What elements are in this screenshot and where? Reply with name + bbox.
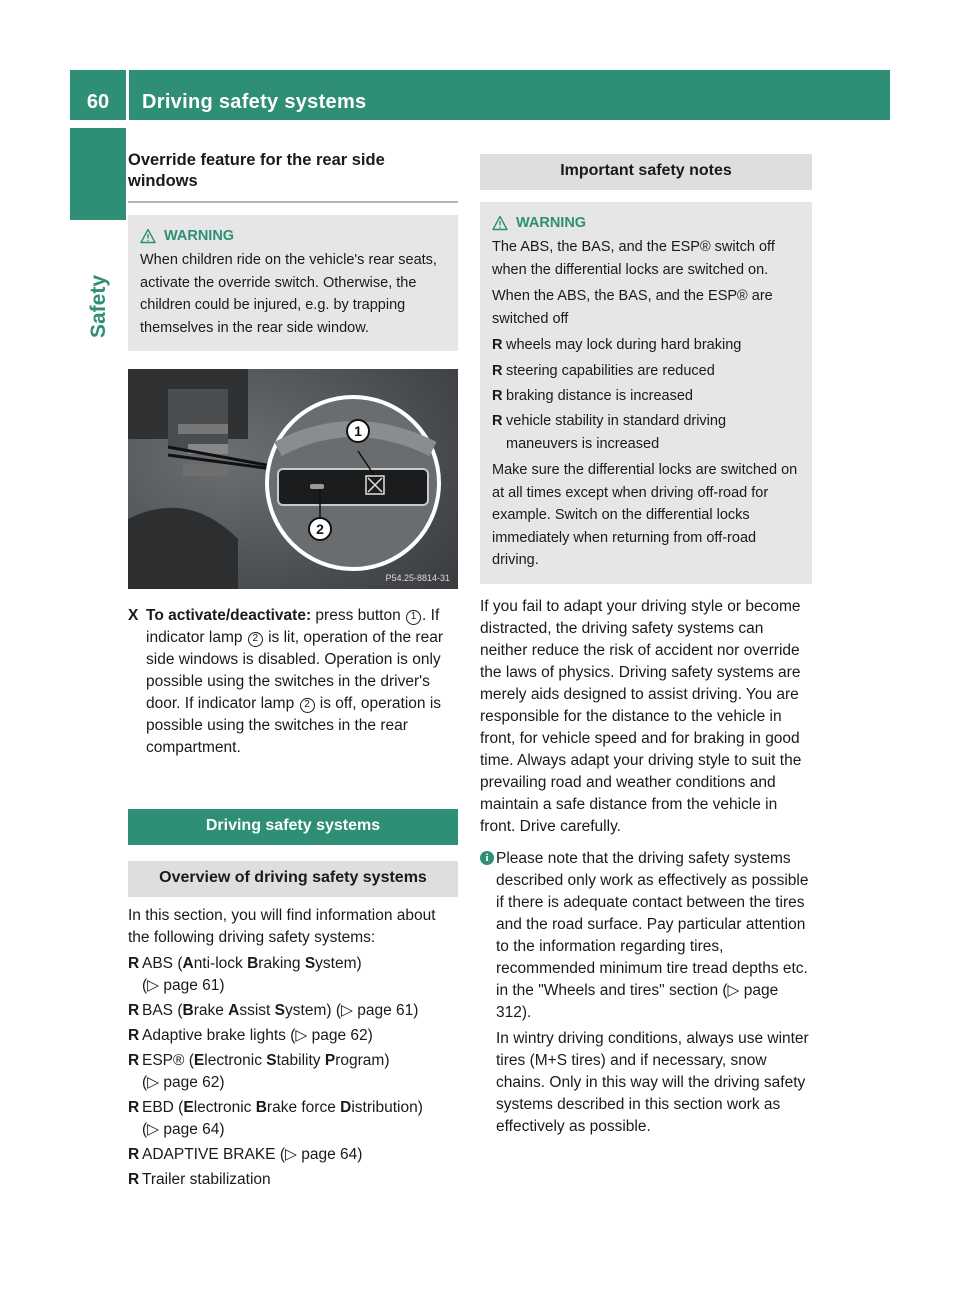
list-item — [128, 1144, 458, 1166]
side-tab-text: Safety — [87, 274, 110, 338]
system-text-m2: raking — [258, 954, 305, 972]
list-item — [128, 953, 458, 997]
warning-text: When children ride on the vehicle's rear seats, activate the override switch. Otherwise, the children could be injured, e.g. by trapping themselves in the rear side window. — [140, 252, 437, 336]
warning-triangle-icon — [492, 215, 508, 231]
warning-bullet-item — [492, 360, 800, 382]
system-text-m2: tability — [276, 1051, 325, 1069]
bullet-icon: R — [128, 1051, 140, 1069]
step-marker-icon: X — [128, 607, 139, 625]
bullet-icon: R — [128, 1098, 140, 1116]
system-text-b1: E — [183, 1098, 194, 1116]
system-text-m3: ystem) — [315, 954, 362, 972]
info-icon: i — [480, 851, 494, 865]
system-page-ref: (▷ page 61) — [142, 976, 225, 994]
subsection-bar-important-notes: Important safety notes — [480, 154, 812, 190]
bullet-icon: R — [128, 1001, 140, 1019]
section-bar-driving-safety: Driving safety systems — [128, 809, 458, 845]
warning-bullet-item — [492, 334, 800, 356]
system-text-b3: S — [304, 954, 316, 972]
callout-1-ref: 1 — [406, 610, 421, 625]
system-text-m1: nti-lock — [193, 954, 248, 972]
system-text-pre: Trailer stabilization — [142, 1170, 271, 1188]
bullet-icon: R — [128, 1026, 140, 1044]
left-column — [128, 150, 458, 1191]
bullet-icon: R — [492, 362, 503, 379]
warning-line-3: Make sure the differential locks are switched on at all times except when driving off-road for example. Switch on the differential locks immediately when returning from off-road driving. — [492, 462, 798, 569]
warning-bullet-text: vehicle stability in standard driving maneuvers is increased — [506, 413, 727, 452]
system-text-b2: A — [228, 1001, 240, 1019]
step-label: To activate/deactivate: — [146, 607, 312, 625]
step-text-2: . If indicator lamp — [146, 607, 440, 647]
system-text-pre: ABS ( — [142, 954, 183, 972]
bullet-icon: R — [492, 388, 503, 404]
section-title: Override feature for the rear side windows — [128, 150, 458, 203]
warning-bullet-item — [492, 385, 800, 407]
system-text-b3: S — [274, 1001, 286, 1019]
photo-callout-2: 2 — [316, 521, 324, 538]
warning-line-1: The ABS, the BAS, and the ESP® switch off when the differential locks are switched on. — [492, 239, 775, 278]
override-switch-photo — [128, 369, 458, 589]
system-text-b3: P — [324, 1051, 336, 1069]
header-divider — [126, 70, 129, 120]
warning-label-right: WARNING — [516, 214, 587, 231]
overview-intro: In this section, you will find information about the following driving safety systems: — [128, 906, 436, 946]
system-text-m2: ssist — [239, 1001, 275, 1019]
warning-box-right — [480, 202, 812, 584]
warning-bullets — [492, 334, 800, 455]
bullet-icon: R — [128, 954, 140, 972]
system-text-pre: EBD ( — [142, 1098, 184, 1116]
photo-illustration — [128, 369, 458, 589]
bullet-icon: R — [128, 1170, 140, 1188]
info-text-2: In wintry driving conditions, always use winter tires (M+S tires) and if necessary, snow chains. Only in this way will the driving safety systems described in this section work as effectively as possible. — [496, 1029, 809, 1135]
subsection-bar-overview: Overview of driving safety systems — [128, 861, 458, 897]
system-text-m1: lectronic — [204, 1051, 267, 1069]
step-activate — [128, 605, 458, 759]
bullet-icon: R — [492, 413, 503, 430]
list-item — [128, 1050, 458, 1094]
page-number: 60 — [86, 90, 110, 113]
warning-bullet-text: steering capabilities are reduced — [506, 362, 715, 379]
list-item — [128, 1097, 458, 1141]
system-text-pre: Adaptive brake lights (▷ page 62) — [142, 1026, 373, 1044]
warning-box — [128, 215, 458, 351]
callout-2-ref: 2 — [248, 632, 263, 647]
system-text-m3: rogram) — [335, 1051, 390, 1069]
system-text-pre: ADAPTIVE BRAKE (▷ page 64) — [142, 1145, 363, 1163]
right-column — [480, 150, 812, 1138]
chapter-title: Driving safety systems — [142, 90, 367, 113]
system-text-pre: BAS ( — [142, 1001, 183, 1019]
system-text-m3: istribution) — [351, 1098, 423, 1116]
bullet-icon: R — [492, 337, 503, 354]
system-text-b1: B — [182, 1001, 194, 1019]
system-page-ref: (▷ page 62) — [142, 1073, 225, 1091]
list-item — [128, 1000, 458, 1022]
warning-header-right — [492, 212, 800, 234]
system-page-ref: (▷ page 64) — [142, 1120, 225, 1138]
system-text-m2: rake force — [266, 1098, 341, 1116]
system-text-b2: B — [247, 954, 259, 972]
warning-header — [140, 225, 446, 247]
system-text-b2: B — [255, 1098, 267, 1116]
step-text-3: is lit, operation of the rear side windows is disabled. Operation is only possible using the switches in the driver's door. If indicator lamp — [146, 629, 444, 713]
callout-2-ref-b: 2 — [300, 698, 315, 713]
system-text-b2: S — [266, 1051, 277, 1069]
systems-list — [128, 953, 458, 1191]
system-text-pre: ESP® ( — [142, 1051, 194, 1069]
list-item — [128, 1025, 458, 1047]
side-tab-label — [70, 228, 126, 348]
bullet-icon: R — [128, 1145, 140, 1163]
info-note — [480, 848, 812, 1138]
photo-code: P54.25-8814-31 — [385, 573, 450, 584]
warning-bullet-text: wheels may lock during hard braking — [506, 337, 742, 354]
warning-bullet-item — [492, 410, 800, 455]
list-item — [128, 1169, 458, 1191]
photo-callout-1: 1 — [354, 423, 362, 440]
warning-line-2: When the ABS, the BAS, and the ESP® are switched off — [492, 288, 773, 327]
side-tab — [70, 128, 126, 220]
system-text-b3: D — [340, 1098, 352, 1116]
page-header — [70, 70, 890, 120]
step-text-4: is off, operation is possible using the switches in the rear compartment. — [146, 695, 442, 757]
system-text-b1: E — [193, 1051, 205, 1069]
system-text-m1: rake — [193, 1001, 229, 1019]
system-text-b1: A — [182, 954, 194, 972]
system-text-m1: lectronic — [193, 1098, 256, 1116]
step-text-1: press button — [311, 607, 406, 625]
warning-label: WARNING — [164, 227, 235, 244]
warning-triangle-icon — [140, 228, 156, 244]
system-text-m3: ystem) (▷ page 61) — [285, 1001, 419, 1019]
info-text-1: Please note that the driving safety systems described only work as effectively as possible if there is adequate contact between the tires and the road surface. Pay particular attention to the information regarding tires, recommended minimum tire tread depths etc. in the "Wheels and tires" section (▷ page 312). — [496, 849, 809, 1021]
warning-bullet-text: braking distance is increased — [506, 388, 693, 404]
main-paragraph: If you fail to adapt your driving style or become distracted, the driving safety systems can neither reduce the risk of accident nor override the laws of physics. Driving safety systems are merely aids designed to assist driving. You are responsible for the distance to the vehicle in front, for vehicle speed and for braking in good time. Always adapt your driving style to suit the prevailing road and weather conditions and maintain a safe distance from the vehicle in front. Drive carefully. — [480, 597, 802, 835]
